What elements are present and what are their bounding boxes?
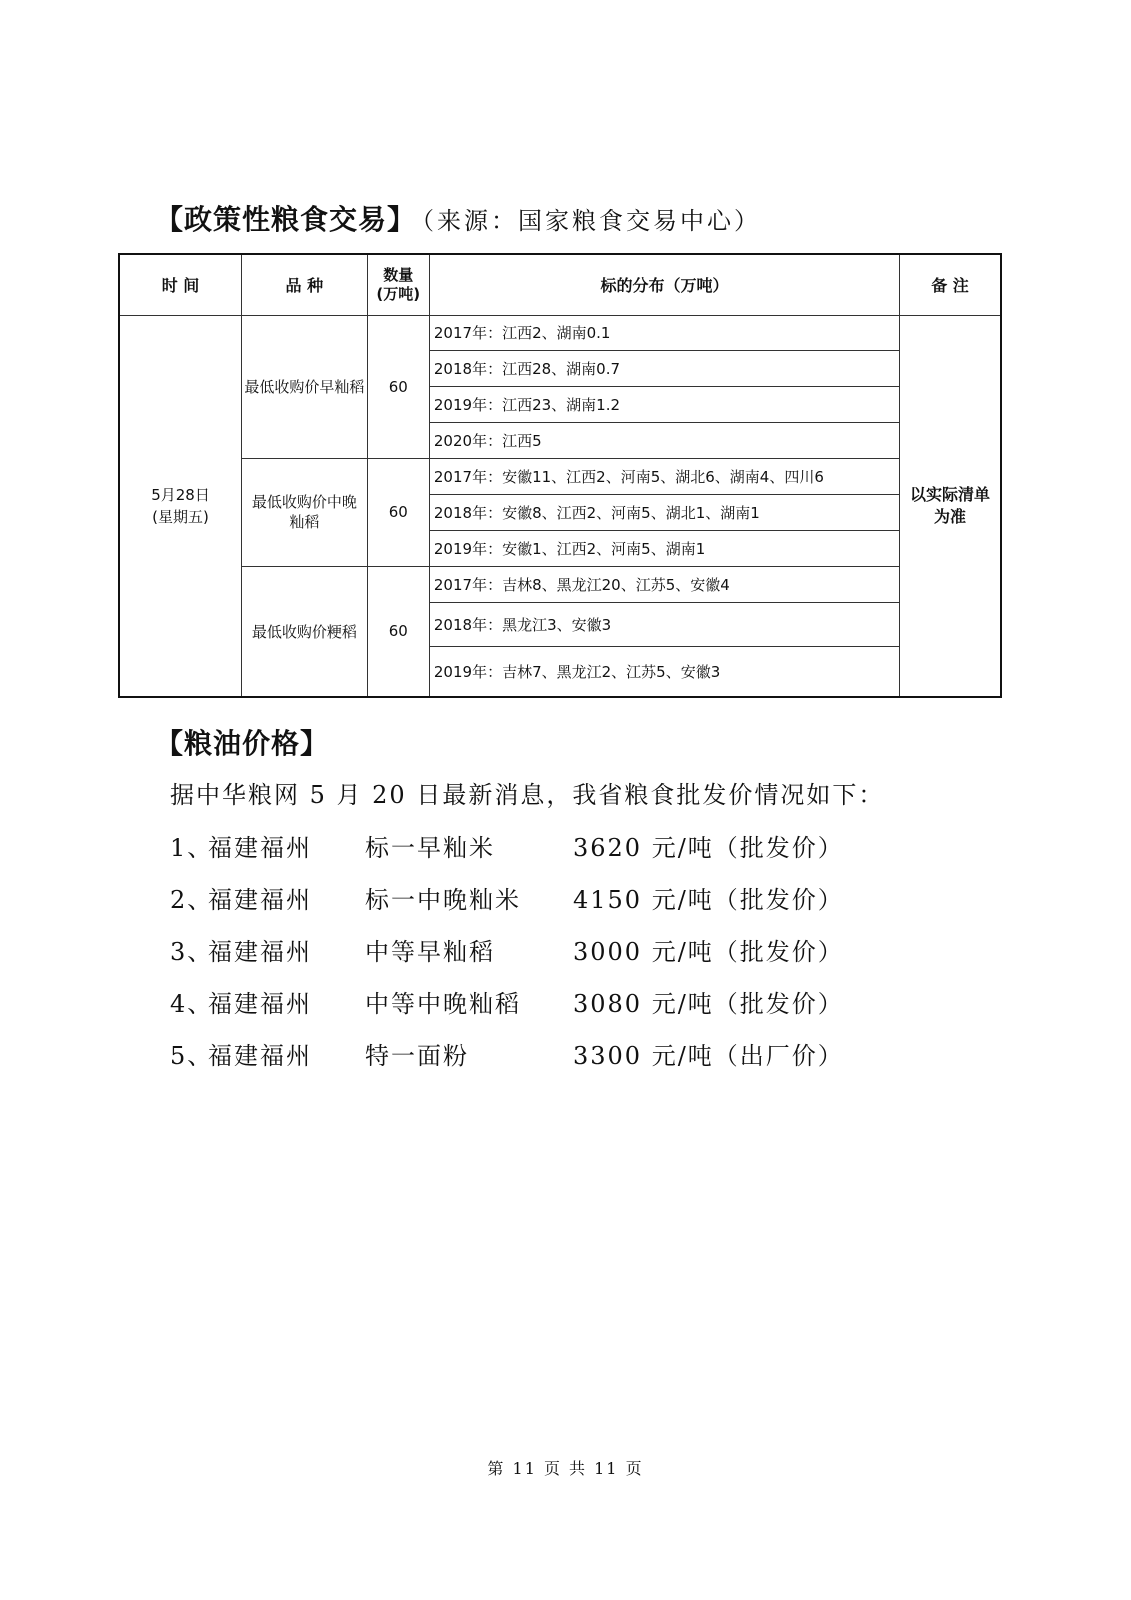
trade-table — [118, 253, 1002, 698]
lot-cell: 2020年：江西5 — [429, 423, 899, 459]
section-title-grain-oil-prices: 【粮油价格】 — [155, 727, 330, 760]
price-value: 3300 元/吨（出厂价） — [573, 1042, 844, 1070]
date-cell — [119, 315, 242, 697]
quantity-cell: 60 — [367, 566, 429, 697]
section-title-text: 【政策性粮食交易】 — [155, 203, 417, 236]
variety-cell: 最低收购价粳稻 — [242, 566, 368, 697]
lot-cell: 2018年：江西28、湖南0.7 — [429, 351, 899, 387]
price-city: 福建福州 — [208, 1042, 312, 1070]
table-header-row — [119, 254, 1001, 315]
price-value: 3080 元/吨（批发价） — [573, 990, 844, 1018]
price-product: 特一面粉 — [365, 1042, 469, 1070]
price-number: 4、 — [170, 990, 214, 1018]
table-row — [119, 566, 1001, 602]
price-city: 福建福州 — [208, 990, 312, 1018]
lot-cell: 2019年：安徽1、江西2、河南5、湖南1 — [429, 530, 899, 566]
header-quantity — [367, 254, 429, 315]
note-text: 以实际清单 为准 — [910, 484, 991, 526]
table-row — [119, 315, 1001, 351]
lot-cell: 2017年：安徽11、江西2、河南5、湖北6、湖南4、四川6 — [429, 459, 899, 495]
price-product: 中等中晚籼稻 — [365, 990, 521, 1018]
variety-cell: 最低收购价早籼稻 — [242, 315, 368, 459]
header-quantity-text: 数量 (万吨) — [376, 265, 421, 303]
lot-cell: 2017年：江西2、湖南0.1 — [429, 315, 899, 351]
price-number: 5、 — [170, 1042, 214, 1070]
header-lot-distribution: 标的分布（万吨） — [429, 254, 899, 315]
quantity-cell: 60 — [367, 459, 429, 567]
price-intro: 据中华粮网 5 月 20 日最新消息，我省粮食批发价情况如下： — [170, 781, 885, 809]
price-number: 1、 — [170, 834, 214, 862]
lot-cell: 2019年：江西23、湖南1.2 — [429, 387, 899, 423]
price-product: 中等早籼稻 — [365, 938, 495, 966]
price-product: 标一中晚籼米 — [365, 886, 521, 914]
header-variety: 品 种 — [242, 254, 368, 315]
variety-cell: 最低收购价中晚籼稻 — [242, 459, 368, 567]
price-number: 3、 — [170, 938, 214, 966]
lot-cell: 2018年：黑龙江3、安徽3 — [429, 602, 899, 646]
lot-cell: 2017年：吉林8、黑龙江20、江苏5、安徽4 — [429, 566, 899, 602]
price-city: 福建福州 — [208, 938, 312, 966]
date-text: 5月28日 (星期五) — [151, 485, 210, 526]
section-title-policy-grain-trade — [155, 198, 761, 238]
source-note: （来源：国家粮食交易中心） — [422, 207, 762, 235]
header-note: 备 注 — [900, 254, 1001, 315]
price-value: 4150 元/吨（批发价） — [573, 886, 844, 914]
price-city: 福建福州 — [208, 834, 312, 862]
lot-cell: 2018年：安徽8、江西2、河南5、湖北1、湖南1 — [429, 494, 899, 530]
price-value: 3620 元/吨（批发价） — [573, 834, 844, 862]
price-number: 2、 — [170, 886, 214, 914]
quantity-cell: 60 — [367, 315, 429, 459]
header-time: 时 间 — [119, 254, 242, 315]
table-row — [119, 459, 1001, 495]
lot-cell: 2019年：吉林7、黑龙江2、江苏5、安徽3 — [429, 646, 899, 697]
price-value: 3000 元/吨（批发价） — [573, 938, 844, 966]
note-cell — [900, 315, 1001, 697]
price-city: 福建福州 — [208, 886, 312, 914]
page-footer: 第 11 页 共 11 页 — [487, 1459, 644, 1478]
price-product: 标一早籼米 — [365, 834, 495, 862]
